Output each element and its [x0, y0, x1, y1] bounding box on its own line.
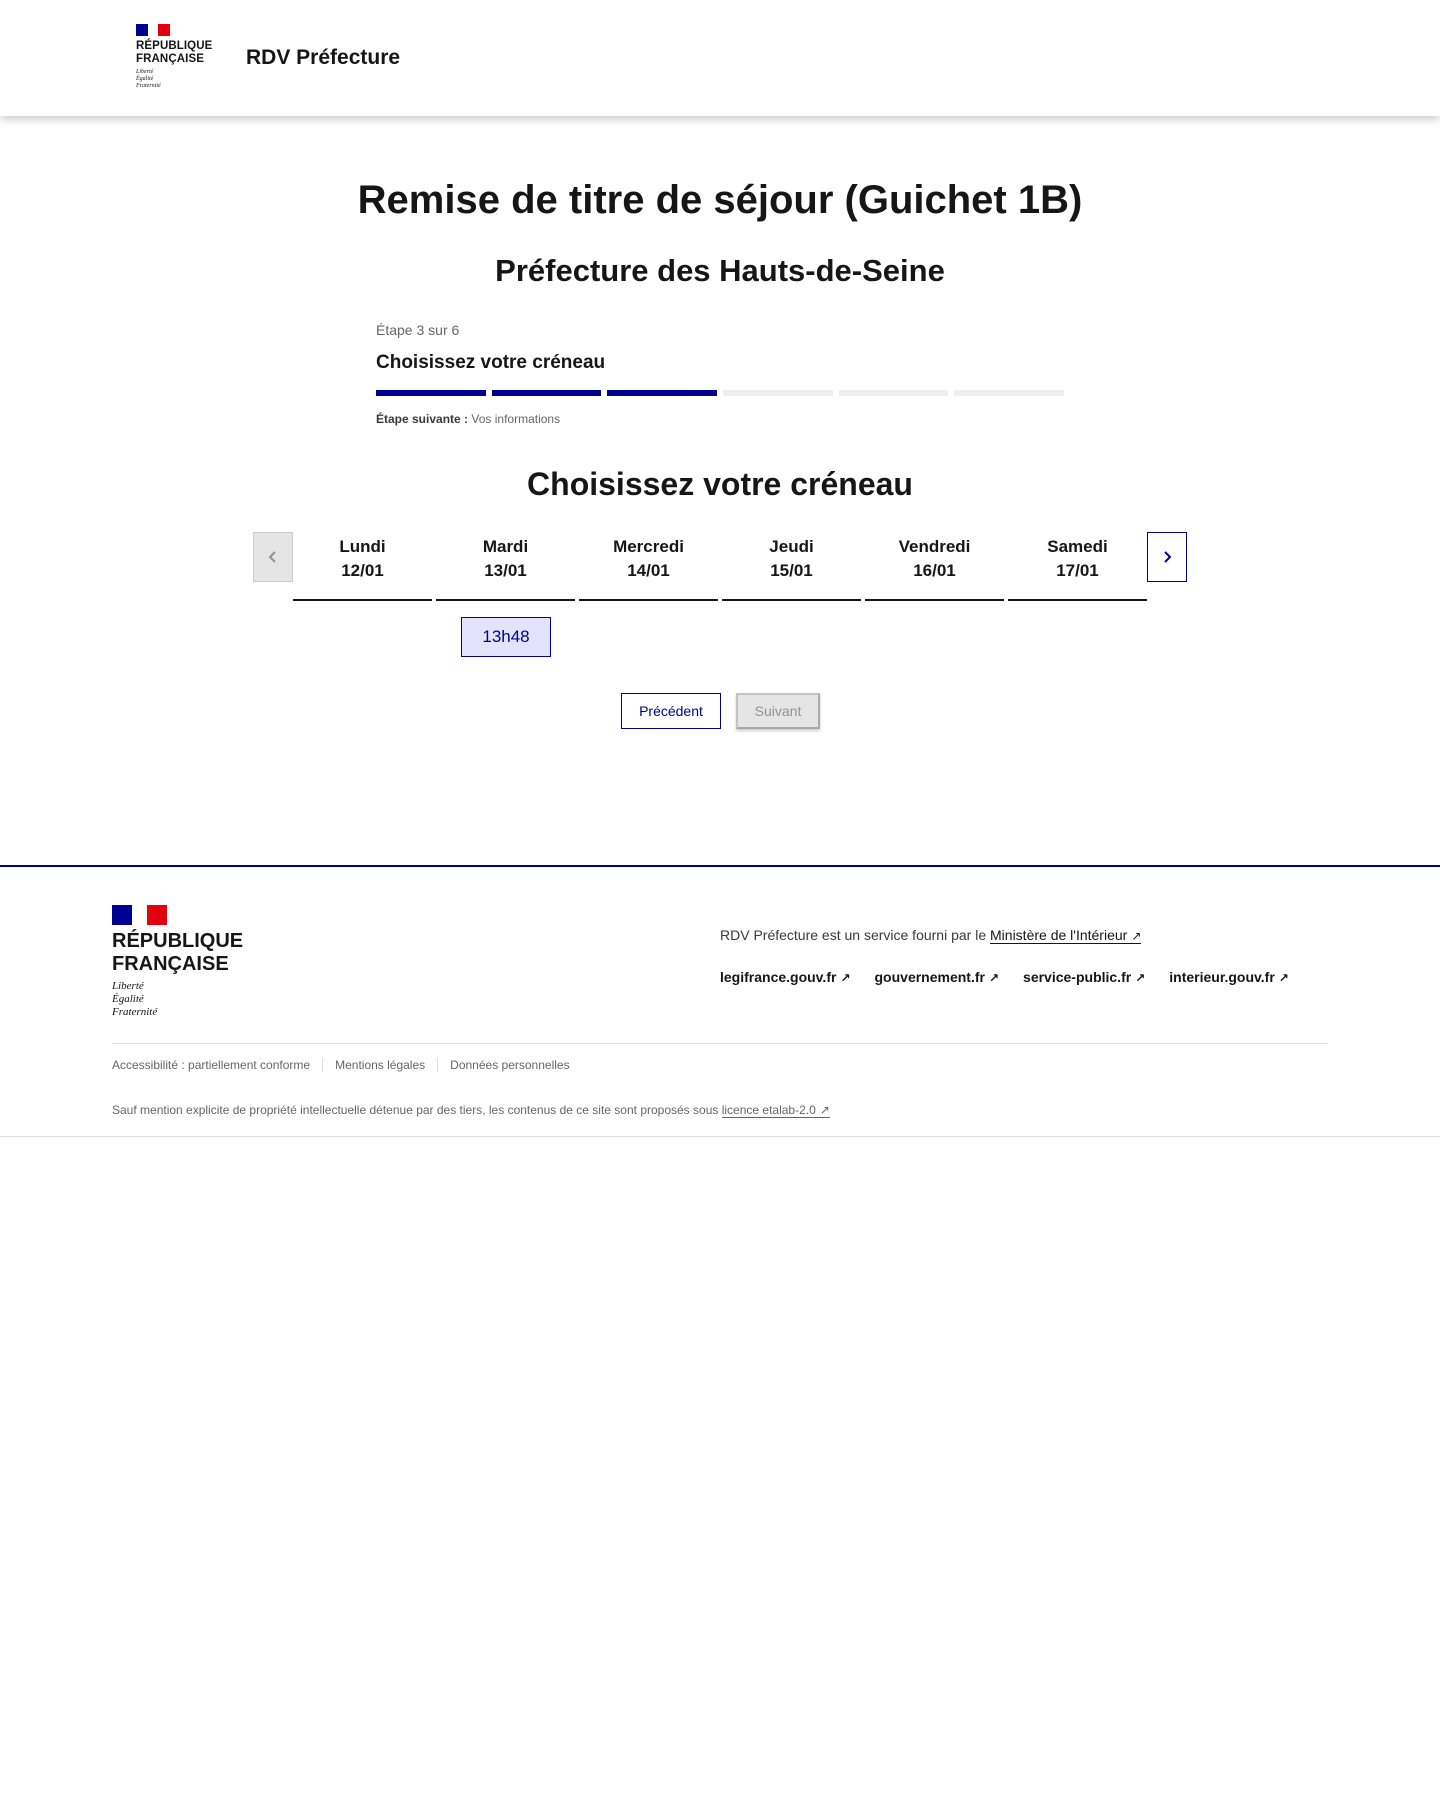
time-slot-button[interactable]: 13h48 — [461, 617, 551, 657]
motto-fraternite: Fraternité — [136, 83, 161, 89]
page-subtitle: Préfecture des Hauts-de-Seine — [495, 253, 945, 288]
external-link-icon: ↗ — [1131, 929, 1142, 943]
logo-motto — [136, 69, 216, 90]
previous-button[interactable]: Précédent — [621, 693, 721, 729]
calendar-day-date: 13/01 — [484, 561, 527, 580]
footer-license-text: Sauf mention explicite de propriété intellectuelle détenue par des tiers, les contenus de ce site sont proposés sous — [112, 1103, 719, 1117]
calendar-day-name: Jeudi — [769, 537, 814, 556]
logo-text-line2: FRANÇAISE — [136, 53, 204, 65]
service-title[interactable]: RDV Préfecture — [246, 46, 401, 69]
footer-license — [112, 1103, 830, 1117]
calendar-day-date: 14/01 — [627, 561, 670, 580]
calendar-day-name: Lundi — [339, 537, 386, 556]
footer-logo-text-line2: FRANÇAISE — [112, 953, 229, 975]
footer-description — [720, 927, 1141, 943]
stepper-next-label: Étape suivante : — [376, 412, 469, 426]
stepper-progress-bar — [376, 390, 1064, 396]
footer-republique-francaise-logo[interactable] — [112, 905, 262, 1019]
stepper — [376, 322, 1064, 426]
calendar-day-column — [1008, 532, 1147, 601]
next-button[interactable]: Suivant — [736, 693, 820, 729]
calendar-day-column — [722, 532, 861, 601]
stepper-segment — [376, 390, 486, 396]
calendar-day-date: 16/01 — [913, 561, 956, 580]
footer-bottom-link[interactable]: Données personnelles — [437, 1058, 581, 1072]
calendar-day-column — [579, 532, 718, 601]
stepper-segment — [492, 390, 602, 396]
page-title: Remise de titre de séjour (Guichet 1B) — [357, 178, 1083, 222]
stepper-next-step — [376, 412, 1064, 426]
calendar-prev-button[interactable] — [253, 532, 293, 582]
republique-francaise-logo[interactable] — [136, 24, 216, 90]
stepper-state: Étape 3 sur 6 — [376, 322, 460, 338]
footer-logo-text-line1: RÉPUBLIQUE — [112, 930, 244, 952]
motto-liberte: Liberté — [136, 69, 154, 75]
calendar-next-button[interactable] — [1147, 532, 1187, 582]
calendar-day-column — [293, 532, 432, 601]
french-flag-icon — [112, 905, 167, 925]
footer-top-border — [0, 865, 1440, 867]
motto-egalite: Égalité — [136, 76, 154, 82]
stepper-segment — [839, 390, 949, 396]
calendar-days — [293, 532, 1147, 601]
stepper-next-value: Vos informations — [471, 412, 561, 426]
footer-motto-egalite: Égalité — [112, 993, 144, 1005]
footer-bottom-link[interactable]: Accessibilité : partiellement conforme — [112, 1058, 311, 1072]
footer-links — [720, 969, 1289, 985]
footer-motto-fraternite: Fraternité — [112, 1006, 158, 1018]
calendar-day-date: 12/01 — [341, 561, 384, 580]
external-link-icon: ↗ — [1135, 971, 1146, 985]
stepper-title: Choisissez votre créneau — [376, 352, 606, 373]
calendar-day-column — [436, 532, 575, 601]
page-bottom-border — [0, 1136, 1440, 1137]
ministere-interieur-link[interactable]: Ministère de l'Intérieur ↗ — [990, 927, 1142, 943]
french-flag-icon — [136, 24, 170, 36]
site-header — [0, 0, 1440, 116]
footer-logo-motto — [112, 980, 262, 1019]
calendar-day-name: Vendredi — [898, 537, 971, 556]
stepper-segment — [954, 390, 1064, 396]
calendar-day-date: 15/01 — [770, 561, 813, 580]
footer-external-link[interactable]: legifrance.gouv.fr ↗ — [720, 969, 851, 985]
footer-external-link[interactable]: gouvernement.fr ↗ — [874, 969, 1000, 985]
footer-bottom-link[interactable]: Mentions légales — [322, 1058, 437, 1072]
calendar-day-name: Mercredi — [613, 537, 684, 556]
external-link-icon: ↗ — [840, 971, 851, 985]
external-link-icon: ↗ — [819, 1103, 830, 1117]
footer-motto-liberte: Liberté — [112, 980, 144, 992]
calendar-day-name: Samedi — [1047, 537, 1108, 556]
chevron-right-icon — [1160, 550, 1174, 564]
calendar-day-date: 17/01 — [1056, 561, 1099, 580]
stepper-segment — [607, 390, 717, 396]
licence-etalab-link[interactable]: licence etalab-2.0 ↗ — [721, 1103, 830, 1117]
logo-text-line1: RÉPUBLIQUE — [136, 40, 213, 52]
footer-external-link[interactable]: service-public.fr ↗ — [1023, 969, 1146, 985]
calendar-day-name: Mardi — [482, 537, 529, 556]
external-link-icon: ↗ — [1278, 971, 1289, 985]
footer-external-link[interactable]: interieur.gouv.fr ↗ — [1169, 969, 1289, 985]
footer-bottom-links — [112, 1058, 582, 1072]
stepper-segment — [723, 390, 833, 396]
external-link-icon: ↗ — [988, 971, 1000, 985]
chevron-left-icon — [266, 550, 280, 564]
calendar-day-column — [865, 532, 1004, 601]
footer-separator — [112, 1043, 1328, 1044]
section-title: Choisissez votre créneau — [527, 466, 913, 502]
footer-description-text: RDV Préfecture est un service fourni par le — [720, 927, 987, 943]
